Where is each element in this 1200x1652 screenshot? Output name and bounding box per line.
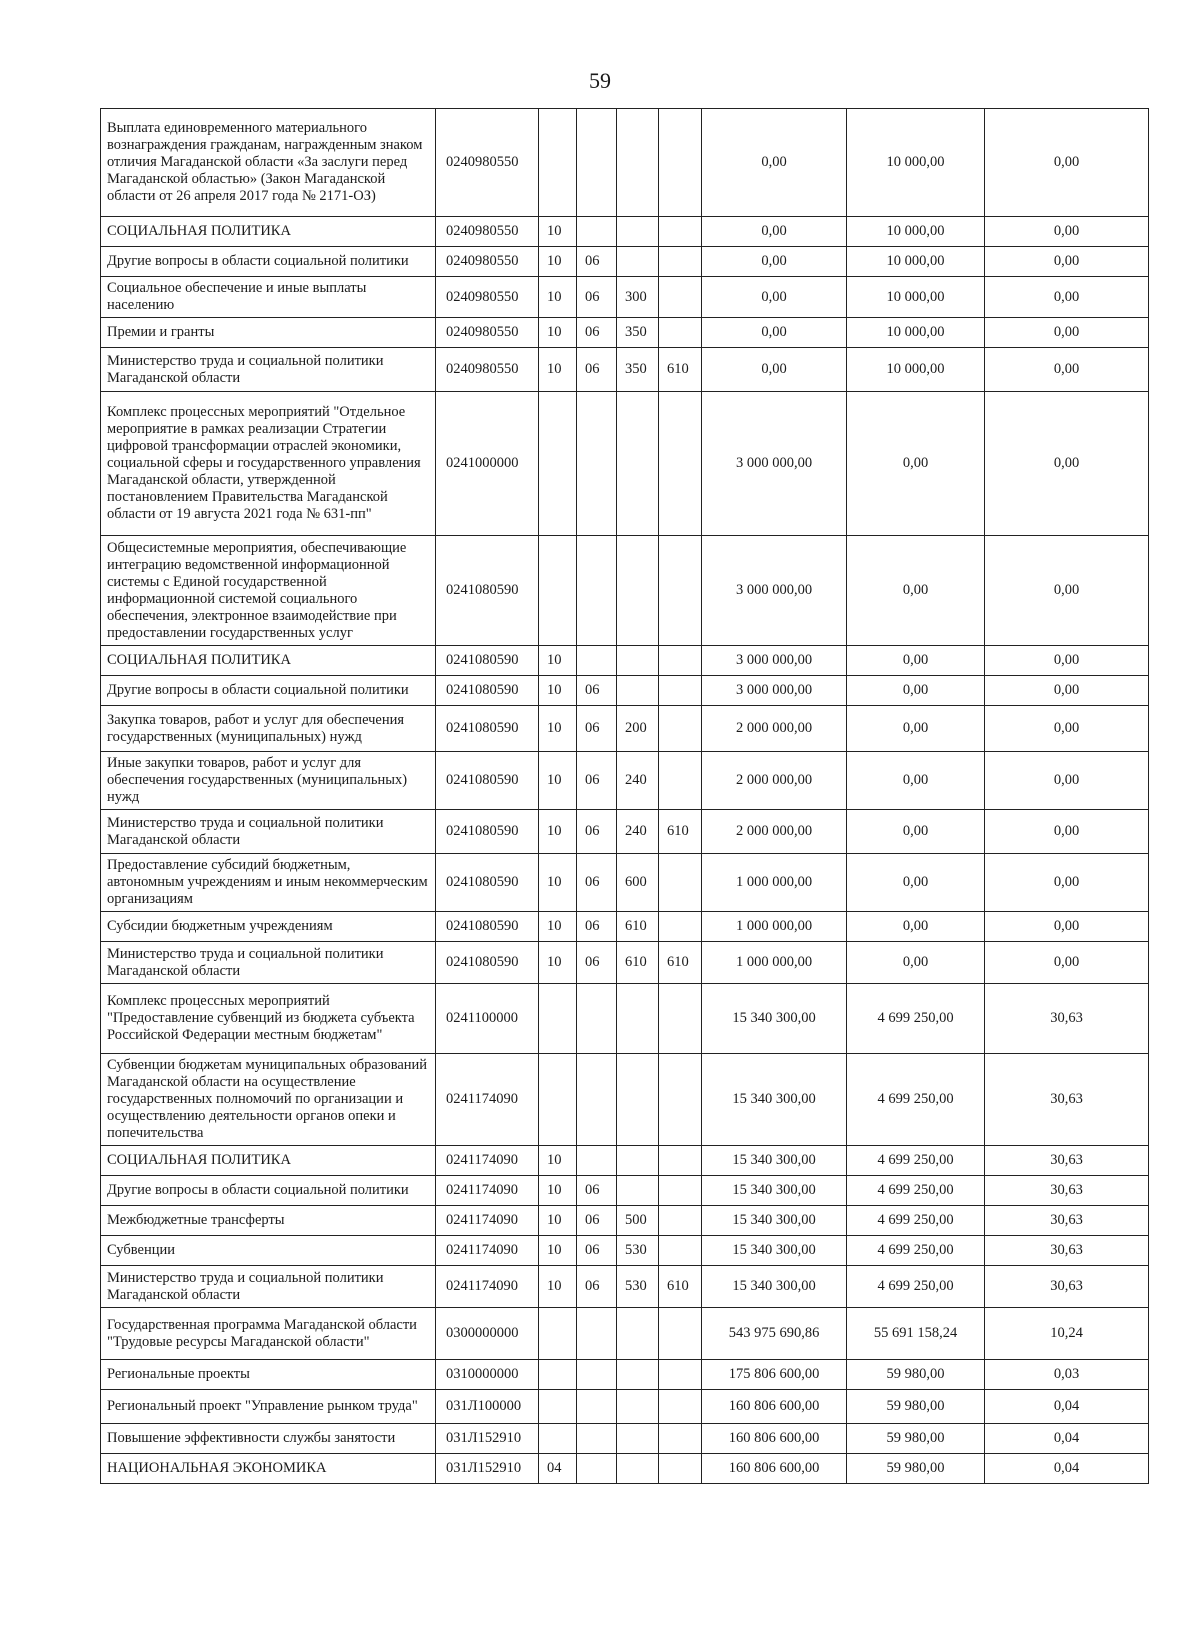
item-subsection-code: 06 — [577, 912, 617, 942]
item-planned-amount: 2 000 000,00 — [702, 752, 847, 810]
item-name: СОЦИАЛЬНАЯ ПОЛИТИКА — [101, 1146, 436, 1176]
item-subsection-code: 06 — [577, 348, 617, 392]
item-name: Министерство труда и социальной политики Магаданской области — [101, 348, 436, 392]
item-target-code: 0240980550 — [436, 109, 539, 217]
item-name: Субсидии бюджетным учреждениям — [101, 912, 436, 942]
table-row — [101, 392, 1149, 536]
item-target-code: 0241000000 — [436, 392, 539, 536]
item-planned-amount: 160 806 600,00 — [702, 1390, 847, 1424]
item-section-code: 10 — [539, 854, 577, 912]
item-target-code: 0241080590 — [436, 810, 539, 854]
item-administrator-code — [659, 1390, 702, 1424]
item-name: Повышение эффективности службы занятости — [101, 1424, 436, 1454]
item-administrator-code — [659, 277, 702, 318]
item-planned-amount: 0,00 — [702, 109, 847, 217]
item-subsection-code: 06 — [577, 854, 617, 912]
item-planned-amount: 3 000 000,00 — [702, 646, 847, 676]
table-row — [101, 1390, 1149, 1424]
item-expense-type: 530 — [617, 1266, 659, 1308]
item-percent: 0,00 — [985, 217, 1149, 247]
item-subsection-code — [577, 1054, 617, 1146]
item-executed-amount: 59 980,00 — [847, 1424, 985, 1454]
item-planned-amount: 0,00 — [702, 318, 847, 348]
item-executed-amount: 59 980,00 — [847, 1390, 985, 1424]
table-row — [101, 348, 1149, 392]
item-section-code: 10 — [539, 942, 577, 984]
item-expense-type — [617, 217, 659, 247]
item-administrator-code — [659, 984, 702, 1054]
item-subsection-code — [577, 984, 617, 1054]
item-name: Министерство труда и социальной политики Магаданской области — [101, 1266, 436, 1308]
table-row — [101, 1054, 1149, 1146]
item-administrator-code: 610 — [659, 810, 702, 854]
table-row — [101, 109, 1149, 217]
item-executed-amount: 0,00 — [847, 676, 985, 706]
item-section-code: 10 — [539, 1266, 577, 1308]
item-planned-amount: 15 340 300,00 — [702, 1146, 847, 1176]
item-percent: 30,63 — [985, 1236, 1149, 1266]
item-administrator-code — [659, 1424, 702, 1454]
item-section-code — [539, 984, 577, 1054]
item-section-code — [539, 1308, 577, 1360]
item-expense-type — [617, 1390, 659, 1424]
item-expense-type — [617, 1176, 659, 1206]
item-expense-type: 300 — [617, 277, 659, 318]
item-expense-type: 240 — [617, 752, 659, 810]
item-subsection-code: 06 — [577, 942, 617, 984]
item-subsection-code: 06 — [577, 706, 617, 752]
item-name: СОЦИАЛЬНАЯ ПОЛИТИКА — [101, 217, 436, 247]
item-administrator-code — [659, 1146, 702, 1176]
item-expense-type: 610 — [617, 912, 659, 942]
item-section-code — [539, 536, 577, 646]
table-row — [101, 1146, 1149, 1176]
item-name: Другие вопросы в области социальной политики — [101, 676, 436, 706]
item-planned-amount: 15 340 300,00 — [702, 1176, 847, 1206]
item-administrator-code — [659, 706, 702, 752]
item-target-code: 0300000000 — [436, 1308, 539, 1360]
item-executed-amount: 10 000,00 — [847, 318, 985, 348]
item-expense-type — [617, 1454, 659, 1484]
item-executed-amount: 0,00 — [847, 912, 985, 942]
item-name: Субвенции бюджетам муниципальных образований Магаданской области на осуществление государственных полномочий по организации и осуществлению деятельности органов опеки и попечительства — [101, 1054, 436, 1146]
item-planned-amount: 543 975 690,86 — [702, 1308, 847, 1360]
item-section-code: 10 — [539, 752, 577, 810]
item-subsection-code: 06 — [577, 1206, 617, 1236]
item-target-code: 0241080590 — [436, 942, 539, 984]
budget-table — [100, 108, 1149, 1484]
item-section-code — [539, 1390, 577, 1424]
item-expense-type: 350 — [617, 318, 659, 348]
item-planned-amount: 2 000 000,00 — [702, 706, 847, 752]
item-subsection-code: 06 — [577, 810, 617, 854]
item-percent: 0,00 — [985, 536, 1149, 646]
item-target-code: 0241174090 — [436, 1146, 539, 1176]
item-expense-type — [617, 247, 659, 277]
table-row — [101, 1236, 1149, 1266]
item-expense-type — [617, 1146, 659, 1176]
item-executed-amount: 0,00 — [847, 942, 985, 984]
item-planned-amount: 1 000 000,00 — [702, 854, 847, 912]
item-percent: 30,63 — [985, 984, 1149, 1054]
item-target-code: 031Л100000 — [436, 1390, 539, 1424]
table-row — [101, 1206, 1149, 1236]
item-administrator-code — [659, 217, 702, 247]
item-percent: 0,00 — [985, 912, 1149, 942]
item-executed-amount: 10 000,00 — [847, 247, 985, 277]
item-expense-type: 530 — [617, 1236, 659, 1266]
item-section-code: 10 — [539, 1206, 577, 1236]
item-executed-amount: 4 699 250,00 — [847, 1146, 985, 1176]
item-subsection-code — [577, 536, 617, 646]
item-subsection-code — [577, 646, 617, 676]
item-executed-amount: 0,00 — [847, 392, 985, 536]
item-percent: 0,00 — [985, 247, 1149, 277]
item-planned-amount: 1 000 000,00 — [702, 942, 847, 984]
item-executed-amount: 4 699 250,00 — [847, 984, 985, 1054]
item-percent: 0,00 — [985, 392, 1149, 536]
item-subsection-code: 06 — [577, 1266, 617, 1308]
item-name: Комплекс процессных мероприятий "Предоставление субвенций из бюджета субъекта Российской Федерации местным бюджетам" — [101, 984, 436, 1054]
item-target-code: 031Л152910 — [436, 1454, 539, 1484]
item-administrator-code — [659, 318, 702, 348]
item-administrator-code — [659, 392, 702, 536]
item-name: Межбюджетные трансферты — [101, 1206, 436, 1236]
table-row — [101, 854, 1149, 912]
item-target-code: 0241080590 — [436, 752, 539, 810]
item-planned-amount: 3 000 000,00 — [702, 392, 847, 536]
item-name: Закупка товаров, работ и услуг для обеспечения государственных (муниципальных) нужд — [101, 706, 436, 752]
item-percent: 30,63 — [985, 1206, 1149, 1236]
item-target-code: 0241080590 — [436, 854, 539, 912]
item-name: Другие вопросы в области социальной политики — [101, 247, 436, 277]
item-executed-amount: 4 699 250,00 — [847, 1054, 985, 1146]
item-section-code — [539, 1424, 577, 1454]
item-name: Социальное обеспечение и иные выплаты населению — [101, 277, 436, 318]
item-section-code: 10 — [539, 706, 577, 752]
item-target-code: 031Л152910 — [436, 1424, 539, 1454]
item-expense-type: 610 — [617, 942, 659, 984]
item-percent: 0,04 — [985, 1390, 1149, 1424]
item-percent: 0,00 — [985, 706, 1149, 752]
item-percent: 30,63 — [985, 1266, 1149, 1308]
item-subsection-code: 06 — [577, 1236, 617, 1266]
item-planned-amount: 160 806 600,00 — [702, 1424, 847, 1454]
item-name: Министерство труда и социальной политики Магаданской области — [101, 810, 436, 854]
table-row — [101, 1454, 1149, 1484]
item-section-code: 10 — [539, 676, 577, 706]
item-section-code: 10 — [539, 247, 577, 277]
item-administrator-code — [659, 646, 702, 676]
item-percent: 0,00 — [985, 277, 1149, 318]
table-row — [101, 984, 1149, 1054]
item-subsection-code — [577, 109, 617, 217]
item-executed-amount: 0,00 — [847, 536, 985, 646]
item-target-code: 0241080590 — [436, 536, 539, 646]
item-percent: 0,00 — [985, 109, 1149, 217]
item-executed-amount: 4 699 250,00 — [847, 1176, 985, 1206]
page-number: 59 — [589, 68, 611, 93]
item-administrator-code — [659, 1454, 702, 1484]
item-target-code: 0241174090 — [436, 1266, 539, 1308]
item-target-code: 0310000000 — [436, 1360, 539, 1390]
item-section-code — [539, 1360, 577, 1390]
item-executed-amount: 0,00 — [847, 752, 985, 810]
item-subsection-code: 06 — [577, 1176, 617, 1206]
item-subsection-code — [577, 1424, 617, 1454]
item-name: Предоставление субсидий бюджетным, автономным учреждениям и иным некоммерческим организациям — [101, 854, 436, 912]
table-row — [101, 1360, 1149, 1390]
item-executed-amount: 4 699 250,00 — [847, 1236, 985, 1266]
item-executed-amount: 10 000,00 — [847, 277, 985, 318]
item-expense-type — [617, 392, 659, 536]
item-executed-amount: 0,00 — [847, 810, 985, 854]
item-target-code: 0241174090 — [436, 1236, 539, 1266]
item-subsection-code — [577, 392, 617, 536]
item-subsection-code: 06 — [577, 277, 617, 318]
item-expense-type — [617, 1054, 659, 1146]
table-row — [101, 1176, 1149, 1206]
item-target-code: 0241100000 — [436, 984, 539, 1054]
item-name: Комплекс процессных мероприятий "Отдельное мероприятие в рамках реализации Стратегии цифровой трансформации отраслей экономики, социальной сферы и государственного управления Магаданской области, утвержденной постановлением Правительства Магаданской области от 19 августа 2021 года № 631-пп" — [101, 392, 436, 536]
item-percent: 0,00 — [985, 752, 1149, 810]
item-executed-amount: 0,00 — [847, 646, 985, 676]
budget-table-body — [101, 109, 1149, 1484]
item-administrator-code: 610 — [659, 348, 702, 392]
item-percent: 0,00 — [985, 646, 1149, 676]
item-name: Другие вопросы в области социальной политики — [101, 1176, 436, 1206]
item-administrator-code — [659, 752, 702, 810]
item-name: Региональный проект "Управление рынком труда" — [101, 1390, 436, 1424]
item-planned-amount: 160 806 600,00 — [702, 1454, 847, 1484]
item-executed-amount: 0,00 — [847, 854, 985, 912]
item-planned-amount: 15 340 300,00 — [702, 1236, 847, 1266]
item-planned-amount: 0,00 — [702, 277, 847, 318]
item-subsection-code: 06 — [577, 318, 617, 348]
item-target-code: 0240980550 — [436, 217, 539, 247]
item-name: Общесистемные мероприятия, обеспечивающие интеграцию ведомственной информационной системы с Единой государственной информационной системой социального обеспечения, электронное взаимодействие при предоставлении государственных услуг — [101, 536, 436, 646]
item-percent: 0,00 — [985, 676, 1149, 706]
item-target-code: 0240980550 — [436, 318, 539, 348]
item-expense-type — [617, 1360, 659, 1390]
item-section-code: 10 — [539, 912, 577, 942]
table-row — [101, 536, 1149, 646]
item-expense-type — [617, 646, 659, 676]
item-planned-amount: 0,00 — [702, 217, 847, 247]
item-name: Государственная программа Магаданской области "Трудовые ресурсы Магаданской области" — [101, 1308, 436, 1360]
item-name: Региональные проекты — [101, 1360, 436, 1390]
item-administrator-code — [659, 1206, 702, 1236]
item-executed-amount: 59 980,00 — [847, 1454, 985, 1484]
table-row — [101, 1424, 1149, 1454]
item-expense-type — [617, 984, 659, 1054]
item-planned-amount: 15 340 300,00 — [702, 1266, 847, 1308]
item-section-code: 10 — [539, 348, 577, 392]
item-name: Выплата единовременного материального вознаграждения гражданам, награжденным знаком отличия Магаданской области «За заслуги перед Магаданской областью» (Закон Магаданской области от 26 апреля 2017 года № 2171-ОЗ) — [101, 109, 436, 217]
item-administrator-code — [659, 109, 702, 217]
item-section-code: 10 — [539, 1146, 577, 1176]
item-target-code: 0241080590 — [436, 706, 539, 752]
item-planned-amount: 0,00 — [702, 247, 847, 277]
item-percent: 0,00 — [985, 810, 1149, 854]
item-target-code: 0240980550 — [436, 277, 539, 318]
item-subsection-code: 06 — [577, 752, 617, 810]
item-section-code: 10 — [539, 277, 577, 318]
item-subsection-code: 06 — [577, 676, 617, 706]
table-row — [101, 912, 1149, 942]
item-target-code: 0241174090 — [436, 1054, 539, 1146]
item-executed-amount: 4 699 250,00 — [847, 1206, 985, 1236]
item-planned-amount: 15 340 300,00 — [702, 1206, 847, 1236]
item-planned-amount: 3 000 000,00 — [702, 676, 847, 706]
item-percent: 0,03 — [985, 1360, 1149, 1390]
item-section-code: 10 — [539, 318, 577, 348]
item-administrator-code — [659, 854, 702, 912]
item-planned-amount: 1 000 000,00 — [702, 912, 847, 942]
item-planned-amount: 2 000 000,00 — [702, 810, 847, 854]
item-executed-amount: 59 980,00 — [847, 1360, 985, 1390]
table-row — [101, 1266, 1149, 1308]
item-administrator-code: 610 — [659, 942, 702, 984]
item-percent: 30,63 — [985, 1054, 1149, 1146]
item-expense-type: 240 — [617, 810, 659, 854]
item-subsection-code — [577, 1390, 617, 1424]
item-percent: 0,00 — [985, 318, 1149, 348]
item-subsection-code — [577, 1308, 617, 1360]
item-target-code: 0241174090 — [436, 1176, 539, 1206]
item-subsection-code — [577, 217, 617, 247]
item-name: Субвенции — [101, 1236, 436, 1266]
item-target-code: 0241080590 — [436, 912, 539, 942]
table-row — [101, 752, 1149, 810]
item-administrator-code — [659, 1176, 702, 1206]
table-row — [101, 1308, 1149, 1360]
table-row — [101, 706, 1149, 752]
item-percent: 10,24 — [985, 1308, 1149, 1360]
item-administrator-code — [659, 676, 702, 706]
item-administrator-code — [659, 536, 702, 646]
item-subsection-code — [577, 1146, 617, 1176]
item-expense-type: 500 — [617, 1206, 659, 1236]
item-percent: 0,00 — [985, 854, 1149, 912]
item-administrator-code — [659, 247, 702, 277]
item-expense-type — [617, 1424, 659, 1454]
table-row — [101, 676, 1149, 706]
item-planned-amount: 175 806 600,00 — [702, 1360, 847, 1390]
table-row — [101, 277, 1149, 318]
item-planned-amount: 0,00 — [702, 348, 847, 392]
item-name: Премии и гранты — [101, 318, 436, 348]
item-executed-amount: 10 000,00 — [847, 109, 985, 217]
item-percent: 0,04 — [985, 1424, 1149, 1454]
item-planned-amount: 15 340 300,00 — [702, 984, 847, 1054]
item-name: Министерство труда и социальной политики Магаданской области — [101, 942, 436, 984]
item-administrator-code: 610 — [659, 1266, 702, 1308]
item-expense-type: 350 — [617, 348, 659, 392]
item-percent: 0,00 — [985, 348, 1149, 392]
item-expense-type: 600 — [617, 854, 659, 912]
table-row — [101, 217, 1149, 247]
item-section-code: 10 — [539, 810, 577, 854]
item-target-code: 0241080590 — [436, 646, 539, 676]
item-section-code: 04 — [539, 1454, 577, 1484]
item-expense-type — [617, 109, 659, 217]
item-subsection-code — [577, 1454, 617, 1484]
item-expense-type — [617, 676, 659, 706]
table-row — [101, 942, 1149, 984]
item-target-code: 0241080590 — [436, 676, 539, 706]
item-executed-amount: 4 699 250,00 — [847, 1266, 985, 1308]
item-target-code: 0240980550 — [436, 348, 539, 392]
item-subsection-code: 06 — [577, 247, 617, 277]
item-administrator-code — [659, 1308, 702, 1360]
item-planned-amount: 15 340 300,00 — [702, 1054, 847, 1146]
item-expense-type — [617, 536, 659, 646]
item-target-code: 0241174090 — [436, 1206, 539, 1236]
item-administrator-code — [659, 912, 702, 942]
item-section-code — [539, 109, 577, 217]
item-expense-type — [617, 1308, 659, 1360]
item-section-code: 10 — [539, 1176, 577, 1206]
item-percent: 30,63 — [985, 1146, 1149, 1176]
item-executed-amount: 0,00 — [847, 706, 985, 752]
table-row — [101, 810, 1149, 854]
item-section-code — [539, 392, 577, 536]
table-row — [101, 247, 1149, 277]
item-administrator-code — [659, 1054, 702, 1146]
item-percent: 30,63 — [985, 1176, 1149, 1206]
item-name: СОЦИАЛЬНАЯ ПОЛИТИКА — [101, 646, 436, 676]
table-row — [101, 318, 1149, 348]
item-administrator-code — [659, 1236, 702, 1266]
item-subsection-code — [577, 1360, 617, 1390]
item-section-code: 10 — [539, 217, 577, 247]
item-section-code: 10 — [539, 646, 577, 676]
item-administrator-code — [659, 1360, 702, 1390]
item-section-code — [539, 1054, 577, 1146]
item-percent: 0,00 — [985, 942, 1149, 984]
item-expense-type: 200 — [617, 706, 659, 752]
item-target-code: 0240980550 — [436, 247, 539, 277]
item-planned-amount: 3 000 000,00 — [702, 536, 847, 646]
item-name: Иные закупки товаров, работ и услуг для обеспечения государственных (муниципальных) нужд — [101, 752, 436, 810]
item-section-code: 10 — [539, 1236, 577, 1266]
item-executed-amount: 55 691 158,24 — [847, 1308, 985, 1360]
table-row — [101, 646, 1149, 676]
item-executed-amount: 10 000,00 — [847, 217, 985, 247]
item-name: НАЦИОНАЛЬНАЯ ЭКОНОМИКА — [101, 1454, 436, 1484]
item-percent: 0,04 — [985, 1454, 1149, 1484]
item-executed-amount: 10 000,00 — [847, 348, 985, 392]
